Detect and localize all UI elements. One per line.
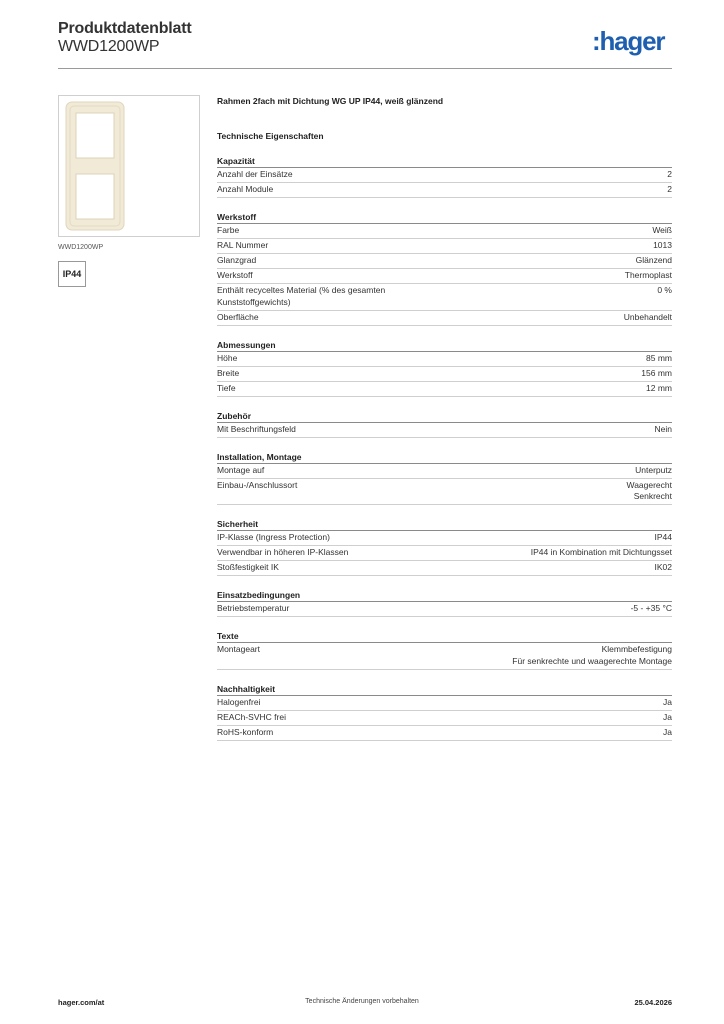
spec-row [217, 352, 672, 367]
spec-label: Stoßfestigkeit IK [217, 562, 279, 572]
spec-label: Mit Beschriftungsfeld [217, 423, 296, 434]
section-heading: Nachhaltigkeit [217, 683, 672, 696]
spec-row [217, 696, 672, 711]
spec-value: 2 [667, 184, 672, 194]
spec-value: 85 mm [646, 352, 672, 363]
spec-label: RAL Nummer [217, 240, 269, 250]
spec-value: Ja [663, 726, 672, 737]
spec-label: Montage auf [217, 464, 265, 475]
product-code: WWD1200WP [58, 38, 160, 55]
spec-label: IP-Klasse (Ingress Protection) [217, 532, 330, 542]
spec-row [217, 224, 672, 239]
spec-row [217, 382, 672, 397]
section-heading: Zubehör [217, 410, 672, 423]
spec-label: Einbau-/Anschlussort [217, 479, 298, 490]
page-header-title: Produktdatenblatt [58, 20, 192, 37]
section-heading: Werkstoff [217, 211, 672, 224]
spec-row [217, 464, 672, 479]
spec-section [217, 339, 672, 397]
spec-value: Nein [654, 423, 672, 434]
spec-section [217, 683, 672, 741]
spec-value: Ja [663, 696, 672, 707]
spec-row [217, 311, 672, 326]
section-heading: Installation, Montage [217, 451, 672, 464]
hager-logo: :hager [592, 26, 665, 56]
section-heading: Abmessungen [217, 339, 672, 352]
spec-label: Anzahl der Einsätze [217, 169, 293, 179]
product-title: Rahmen 2fach mit Dichtung WG UP IP44, weiß glänzend [217, 96, 444, 106]
spec-label: Anzahl Module [217, 184, 274, 194]
spec-label: Breite [217, 367, 240, 378]
spec-value: 2 [667, 169, 672, 179]
spec-section [217, 410, 672, 438]
spec-value: 1013 [653, 240, 672, 250]
footer-website: hager.com/at [58, 998, 105, 1007]
spec-value: IP44 in Kombination mit Dichtungsset [530, 547, 672, 557]
spec-label: Farbe [217, 225, 240, 235]
spec-value: Glänzend [635, 255, 672, 265]
product-image [58, 95, 200, 237]
spec-value: IP44 [654, 532, 672, 542]
spec-section [217, 155, 672, 198]
spec-label: Höhe [217, 352, 238, 363]
section-heading: Kapazität [217, 155, 672, 168]
spec-section [217, 518, 672, 576]
spec-row [217, 168, 672, 183]
spec-row [217, 254, 672, 269]
spec-row [217, 367, 672, 382]
spec-value: Klemmbefestigung Für senkrechte und waagerechte Montage [512, 644, 672, 666]
section-heading: Texte [217, 630, 672, 643]
spec-section [217, 630, 672, 670]
spec-value: Thermoplast [624, 270, 672, 280]
spec-label: Glanzgrad [217, 255, 257, 265]
header-divider [58, 68, 672, 69]
spec-label: Montageart [217, 644, 260, 654]
spec-section [217, 451, 672, 506]
spec-value: Ja [663, 711, 672, 722]
footer-notice: Technische Änderungen vorbehalten [305, 998, 419, 1005]
spec-value: 12 mm [646, 382, 672, 393]
spec-label: Enthält recyceltes Material (% des gesamten Kunststoffgewichts) [217, 285, 386, 307]
spec-label: REACh-SVHC frei [217, 711, 286, 722]
image-caption: WWD1200WP [58, 244, 104, 251]
spec-value: 0 % [657, 285, 672, 295]
spec-row [217, 561, 672, 576]
section-heading: Einsatzbedingungen [217, 589, 672, 602]
spec-value: -5 - +35 °C [630, 603, 672, 613]
spec-label: Halogenfrei [217, 696, 261, 707]
spec-row [217, 284, 672, 311]
spec-row [217, 546, 672, 561]
section-heading: Sicherheit [217, 518, 672, 531]
footer-date: 25.04.2026 [634, 998, 672, 1007]
spec-section [217, 589, 672, 617]
spec-row [217, 711, 672, 726]
spec-label: Tiefe [217, 382, 236, 393]
spec-row [217, 643, 672, 670]
spec-row [217, 269, 672, 284]
spec-value: Weiß [652, 225, 672, 235]
double-frame-illustration [59, 96, 199, 236]
spec-value: IK02 [654, 562, 672, 572]
spec-row [217, 726, 672, 741]
spec-label: Betriebstemperatur [217, 603, 290, 613]
spec-row [217, 183, 672, 198]
spec-row [217, 531, 672, 546]
spec-row [217, 423, 672, 438]
spec-label: Verwendbar in höheren IP-Klassen [217, 547, 349, 557]
spec-row [217, 602, 672, 617]
spec-label: RoHS-konform [217, 726, 274, 737]
spec-value: Waagerecht Senkrecht [626, 479, 672, 501]
spec-value: Unterputz [635, 464, 672, 475]
spec-label: Werkstoff [217, 270, 253, 280]
spec-value: 156 mm [641, 367, 672, 378]
spec-row [217, 479, 672, 506]
spec-label: Oberfläche [217, 311, 259, 322]
spec-table [217, 95, 672, 741]
spec-section [217, 211, 672, 326]
tech-properties-heading: Technische Eigenschaften [217, 131, 324, 141]
spec-row [217, 239, 672, 254]
spec-value: Unbehandelt [623, 311, 672, 322]
ip44-badge: IP44 [58, 261, 86, 287]
